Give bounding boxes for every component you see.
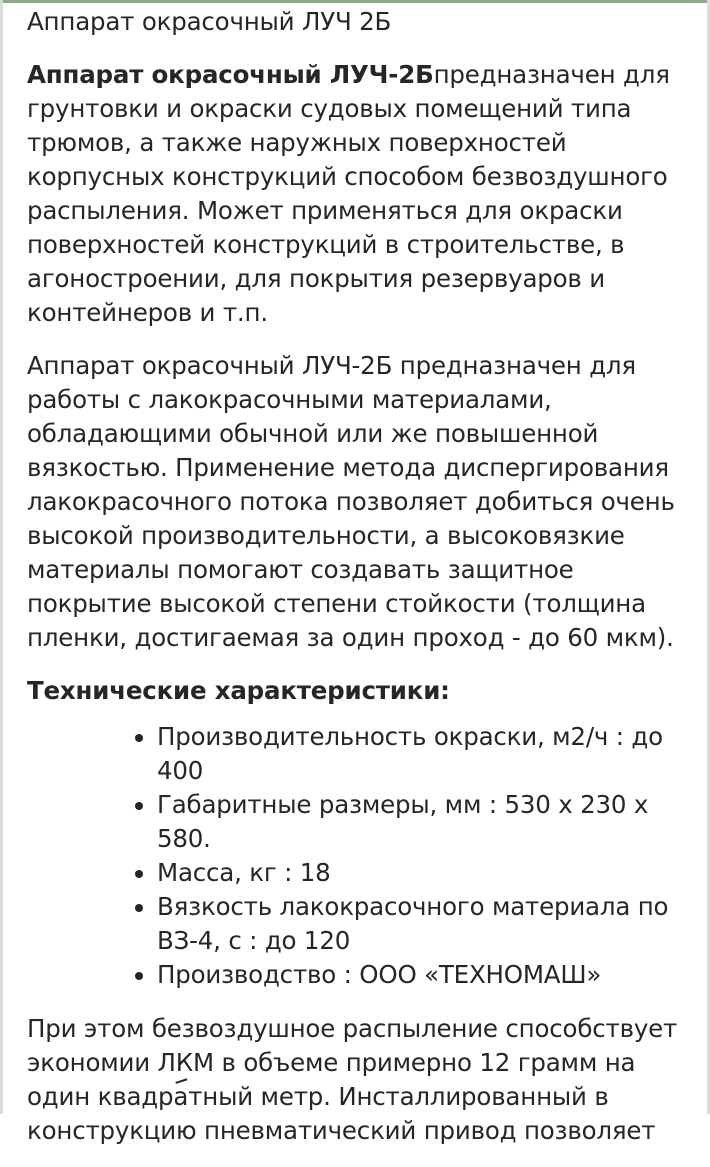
- intro-paragraph: [27, 58, 703, 330]
- spec-item-productivity: • Производительность окраски, м2/ч : до 400: [157, 720, 703, 788]
- spec-item-mass: • Масса, кг : 18: [157, 856, 703, 890]
- page-title: Аппарат окрасочный ЛУЧ 2Б: [27, 7, 392, 36]
- left-border: [0, 0, 3, 1114]
- spec-item-dimensions: • Габаритные размеры, мм : 530 x 230 x 580.: [157, 788, 703, 856]
- spec-item-manufacturer: • Производство : ООО «ТЕХНОМАШ»: [157, 958, 703, 992]
- specs-heading: Технические характеристики:: [27, 676, 450, 705]
- article-content: [27, 5, 703, 1167]
- intro-bold-lead: Аппарат окрасочный ЛУЧ-2Б: [27, 60, 434, 89]
- intro-text: предназначен для грунтовки и окраски судовых помещений типа трюмов, а также наружных поверхностей корпусных конструкций способом безвоздушного распыления. Может применяться для окраски поверхностей конструкций в строительстве, в агоностроении, для покрытия резервуаров и контейнеров и т.п.: [27, 60, 670, 327]
- top-accent-bar: [0, 0, 710, 3]
- description-paragraph: Аппарат окрасочный ЛУЧ-2Б предназначен для работы с лакокрасочными материалами, обладающими обычной или же повышенной вязкостью. Применение метода диспергирования лакокрасочного потока позволяет добиться очень высокой производительности, а высоковязкие материалы помогают создавать защитное покрытие высокой степени стойкости (толщина пленки, достигаемая за один проход - до 60 мкм).: [27, 351, 675, 652]
- spec-item-viscosity: • Вязкость лакокрасочного материала по ВЗ-4, с : до 120: [157, 890, 703, 958]
- specs-list: [27, 720, 703, 992]
- closing-paragraph: При этом безвоздушное распыление способствует экономии ЛКМ в объеме примерно 12 грамм на один квадратный метр. Инсталлированный в конструкцию пневматический привод позволяет: [27, 1014, 678, 1145]
